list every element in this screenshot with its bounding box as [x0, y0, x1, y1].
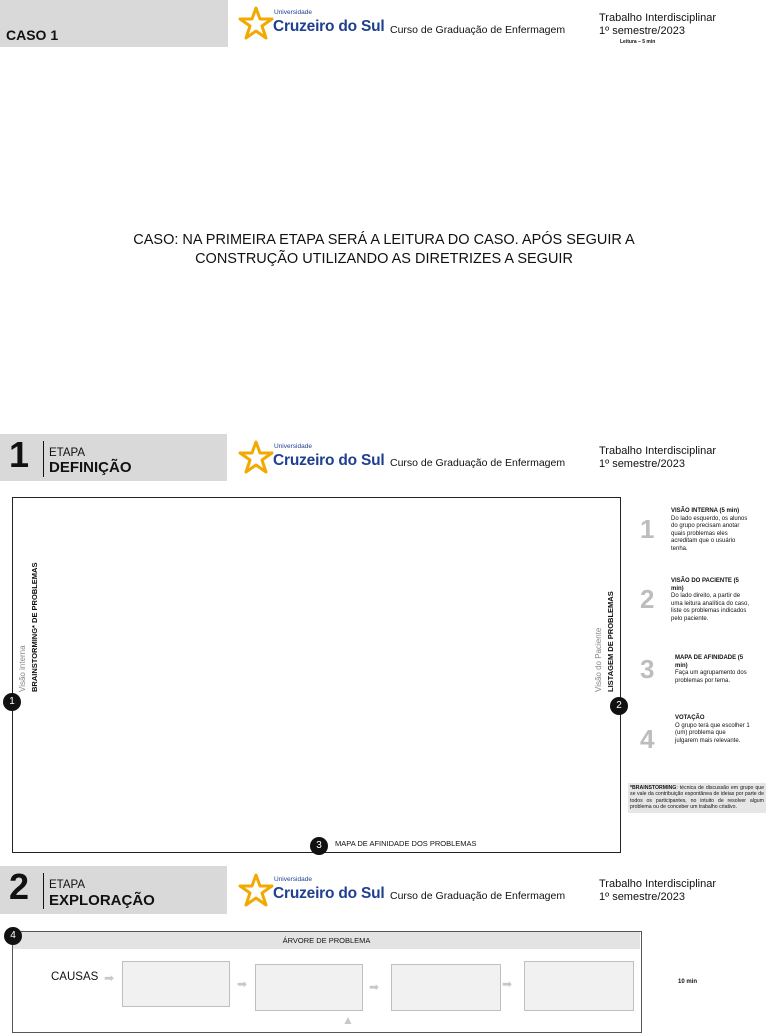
- step-3-text: Faça um agrupamento dos problemas por tema.: [675, 670, 747, 684]
- step-2-title: VISÃO DO PACIENTE (5 min): [671, 578, 739, 592]
- star-logo-icon: [238, 440, 274, 476]
- project-title: Trabalho Interdisciplinar: [599, 12, 716, 24]
- cause-box-4[interactable]: [524, 961, 634, 1011]
- arrow-right-icon: ➡: [369, 980, 380, 994]
- etapa2-label-bottom: EXPLORAÇÃO: [49, 892, 155, 909]
- causas-label: CAUSAS: [51, 971, 99, 983]
- marker-2: 2: [610, 697, 628, 715]
- arrow-up-icon: ▲: [342, 1013, 354, 1027]
- semester: 1º semestre/2023: [599, 25, 685, 37]
- arrow-right-icon: ➡: [104, 971, 115, 985]
- logo-university-big: Cruzeiro do Sul: [273, 452, 385, 469]
- left-vertical-light: Visão interna: [18, 645, 27, 692]
- step-3: [675, 655, 755, 685]
- reading-time: Leitura – 5 min: [620, 39, 656, 45]
- footnote-term: *BRAINSTORMING: [630, 785, 677, 791]
- step-1-number: 1: [640, 514, 655, 544]
- logo-university-big: Cruzeiro do Sul: [273, 18, 385, 35]
- affinity-map-label: MAPA DE AFINIDADE DOS PROBLEMAS: [335, 839, 477, 848]
- star-logo-icon: [238, 6, 274, 42]
- semester: 1º semestre/2023: [599, 891, 685, 903]
- caso-title: CASO 1: [6, 27, 59, 43]
- cause-box-3[interactable]: [391, 964, 501, 1011]
- right-vertical-light: Visão do Paciente: [594, 627, 603, 692]
- etapa2-label-top: ETAPA: [49, 879, 85, 891]
- marker-4: 4: [4, 927, 22, 945]
- course-name: Curso de Graduação de Enfermagem: [390, 457, 566, 469]
- etapa1-number: 1: [9, 434, 30, 475]
- step-2: [671, 578, 751, 623]
- step-4-title: VOTAÇÃO: [675, 715, 705, 721]
- step-4-text: O grupo terá que escolher 1 (um) problema que julgarem mais relevante.: [675, 722, 750, 744]
- step-2-number: 2: [640, 584, 655, 614]
- university-logo: [238, 6, 383, 44]
- logo-university-small: Universidade: [274, 9, 312, 16]
- caso-body-line1: CASO: NA PRIMEIRA ETAPA SERÁ A LEITURA DO CASO. APÓS SEGUIR A: [133, 232, 635, 248]
- step-1: [671, 508, 751, 553]
- project-title: Trabalho Interdisciplinar: [599, 445, 716, 457]
- etapa1-label-top: ETAPA: [49, 447, 85, 459]
- etapa1-board: [12, 497, 621, 853]
- arrow-right-icon: ➡: [237, 977, 248, 991]
- etapa2-number: 2: [9, 866, 30, 907]
- logo-university-small: Universidade: [274, 876, 312, 883]
- project-title: Trabalho Interdisciplinar: [599, 878, 716, 890]
- problem-tree-title: ÁRVORE DE PROBLEMA: [282, 936, 371, 945]
- footnote-text: : técnica de discussão em grupo que se vale da contribuição espontânea de ideias por parte de todos os participantes, no intuito de resolver algum problema ou de conceber um trabalho criativo.: [630, 785, 764, 811]
- university-logo: [238, 440, 383, 478]
- etapa2-time: 10 min: [678, 979, 698, 985]
- cause-box-1[interactable]: [122, 961, 230, 1007]
- step-4: [675, 715, 750, 745]
- step-1-text: Do lado esquerdo, os alunos do grupo precisam anotar quais problemas eles acreditam que o usuário tenha.: [671, 515, 748, 552]
- arrow-right-icon: ➡: [502, 977, 513, 991]
- marker-1: 1: [3, 693, 21, 711]
- etapa2-divider: [43, 873, 44, 909]
- step-3-title: MAPA DE AFINIDADE (5 min): [675, 655, 744, 669]
- step-4-number: 4: [640, 724, 655, 754]
- step-1-title: VISÃO INTERNA (5 min): [671, 508, 740, 514]
- star-logo-icon: [238, 873, 274, 909]
- right-vertical-bold: LISTAGEM DE PROBLEMAS: [606, 591, 615, 692]
- left-vertical-bold: BRAINSTORMING* DE PROBLEMAS: [30, 562, 39, 692]
- caso-body-line2: CONSTRUÇÃO UTILIZANDO AS DIRETRIZES A SEGUIR: [195, 251, 573, 267]
- etapa1-label-bottom: DEFINIÇÃO: [49, 459, 132, 476]
- logo-university-big: Cruzeiro do Sul: [273, 885, 385, 902]
- logo-university-small: Universidade: [274, 443, 312, 450]
- brainstorming-footnote: [628, 783, 766, 813]
- etapa1-divider: [43, 441, 44, 477]
- step-3-number: 3: [640, 654, 655, 684]
- cause-box-2[interactable]: [255, 964, 363, 1011]
- university-logo: [238, 873, 383, 911]
- course-name: Curso de Graduação de Enfermagem: [390, 890, 566, 902]
- marker-3: 3: [310, 837, 328, 855]
- step-2-text: Do lado direito, a partir de uma leitura analítica do caso, liste os problemas indicados pelo paciente.: [671, 593, 750, 622]
- course-name: Curso de Graduação de Enfermagem: [390, 24, 566, 36]
- semester: 1º semestre/2023: [599, 458, 685, 470]
